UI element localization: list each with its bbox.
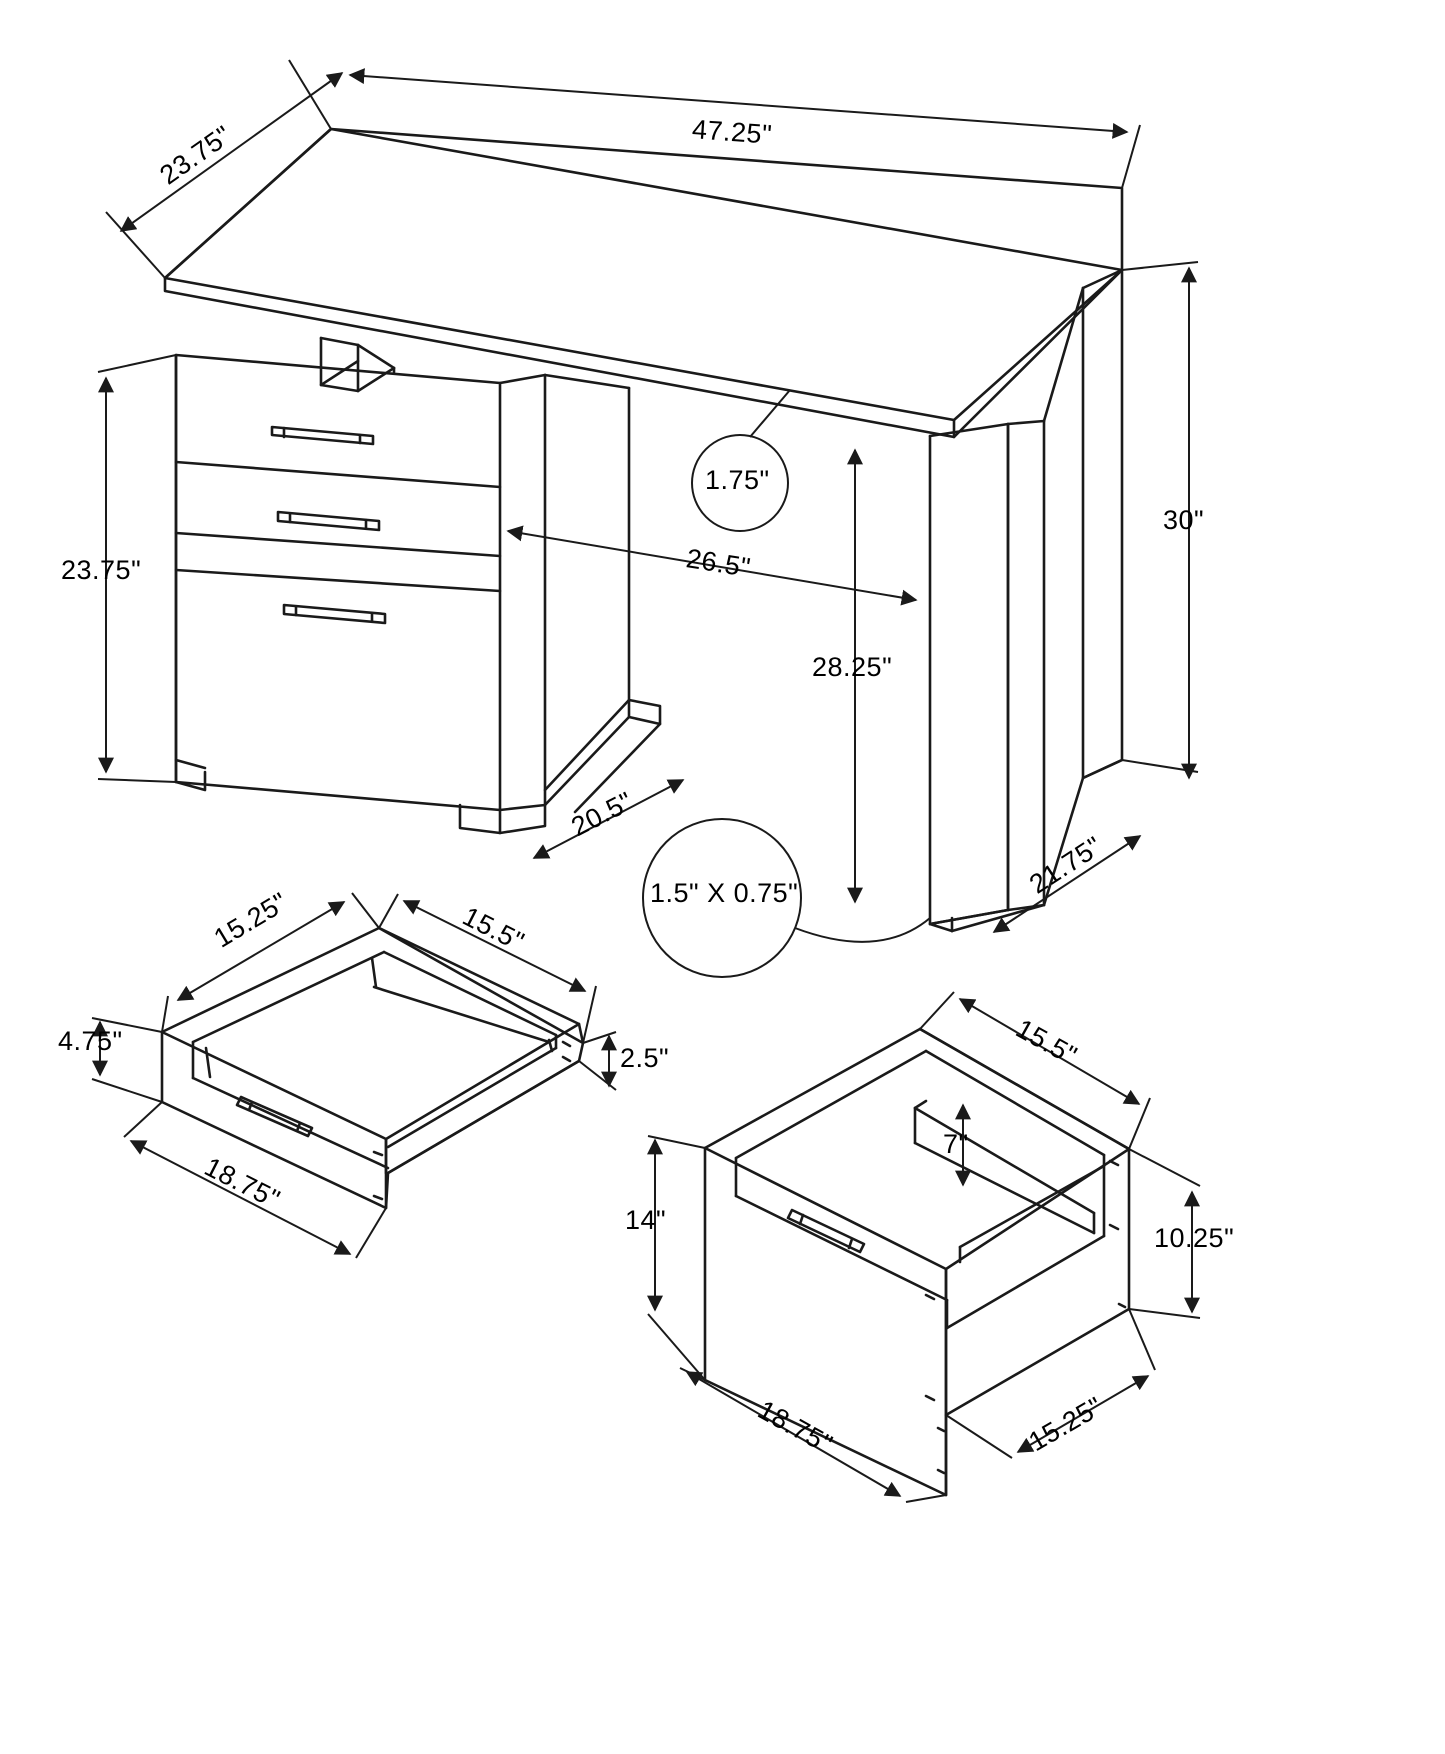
dim-overall-height: 30": [1163, 505, 1205, 535]
dim-ld-inner-height: 7": [943, 1129, 969, 1159]
desk-geometry: [165, 129, 1122, 931]
dim-leg-height: 28.25": [812, 652, 893, 682]
dim-ld-side-height: 10.25": [1154, 1223, 1235, 1253]
dim-handle-size: 1.5" X 0.75": [650, 878, 799, 908]
dimension-lines-file-drawer: [648, 992, 1200, 1502]
dim-cabinet-height: 23.75": [61, 555, 142, 585]
dimension-lines-shallow-drawer: [92, 893, 616, 1258]
dim-depth-top: 23.75": [154, 119, 238, 191]
dim-ld-inner-depth: 15.25": [1023, 1391, 1109, 1458]
dim-sd-front-height: 4.75": [58, 1026, 123, 1056]
dim-sd-front-width: 18.75": [199, 1151, 285, 1215]
dim-ld-front-height: 14": [625, 1205, 667, 1235]
dim-cabinet-depth: 20.5": [566, 786, 638, 843]
dim-sd-inner-depth: 15.25": [208, 886, 293, 954]
dim-leg-depth: 21.75": [1024, 830, 1108, 900]
dimension-lines-desk: [98, 60, 1198, 977]
dim-ld-inner-width: 15.5": [1011, 1013, 1083, 1071]
dim-sd-inner-width: 15.5": [457, 901, 530, 958]
dim-clearance-width: 26.5": [684, 543, 753, 583]
dim-sd-box-height: 2.5": [620, 1043, 670, 1073]
dim-top-thickness: 1.75": [705, 465, 770, 495]
dim-width-top: 47.25": [691, 114, 774, 150]
dim-ld-front-width: 18.75": [752, 1394, 838, 1460]
